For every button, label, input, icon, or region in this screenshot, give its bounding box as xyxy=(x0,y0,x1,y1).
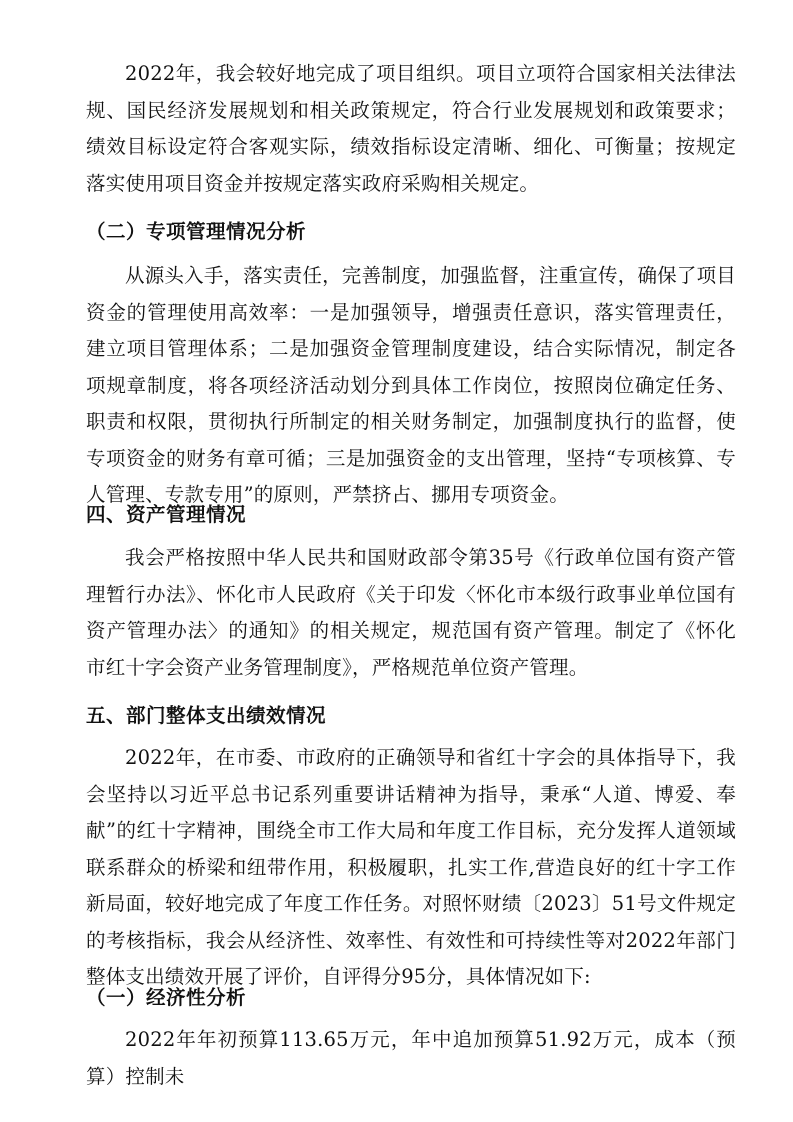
heading-asset-management: 四、资产管理情况 xyxy=(86,503,247,526)
heading-economy-analysis: （一）经济性分析 xyxy=(86,986,247,1009)
paragraph-overall-performance: 2022年，在市委、市政府的正确领导和省红十字会的具体指导下，我会坚持以习近平总书记系列重要讲话精神为指导，秉承“人道、博爱、奉献”的红十字精神，围绕全市工作大局和年度工作目标，充分发挥人道领域联系群众的桥梁和纽带作用，积极履职，扎实工作,营造良好的红十字工作新局面，较好地完成了年度工作任务。对照怀财绩〔2023〕51号文件规定的考核指标，我会从经济性、效率性、有效性和可持续性等对2022年部门整体支出绩效开展了评价，自评得分95分，具体情况如下: xyxy=(86,746,736,988)
paragraph-economy-analysis: 2022年年初预算113.65万元，年中追加预算51.92万元，成本（预算）控制未 xyxy=(86,1028,736,1088)
paragraph-special-management: 从源头入手，落实责任，完善制度，加强监督，注重宣传，确保了项目资金的管理使用高效率：一是加强领导，增强责任意识，落实管理责任，建立项目管理体系；二是加强资金管理制度建设，结合实际情况，制定各项规章制度，将各项经济活动划分到具体工作岗位，按照岗位确定任务、职责和权限，贯彻执行所制定的相关财务制定，加强制度执行的监督，使专项资金的财务有章可循；三是加强资金的支出管理，坚持“专项核算、专人管理、专款专用”的原则，严禁挤占、挪用专项资金。 xyxy=(86,264,736,506)
paragraph-asset-management: 我会严格按照中华人民共和国财政部令第35号《行政单位国有资产管理暂行办法》、怀化市人民政府《关于印发〈怀化市本级行政事业单位国有资产管理办法〉的通知》的相关规定，规范国有资产管理。制定了《怀化市红十字会资产业务管理制度》，严格规范单位资产管理。 xyxy=(86,546,736,679)
paragraph-project-organization: 2022年，我会较好地完成了项目组织。项目立项符合国家相关法律法规、国民经济发展规划和相关政策规定，符合行业发展规划和政策要求；绩效目标设定符合客观实际，绩效指标设定清晰、细化、可衡量；按规定落实使用项目资金并按规定落实政府采购相关规定。 xyxy=(86,62,736,195)
heading-special-management: （二）专项管理情况分析 xyxy=(86,220,307,243)
heading-overall-performance: 五、部门整体支出绩效情况 xyxy=(86,704,327,727)
